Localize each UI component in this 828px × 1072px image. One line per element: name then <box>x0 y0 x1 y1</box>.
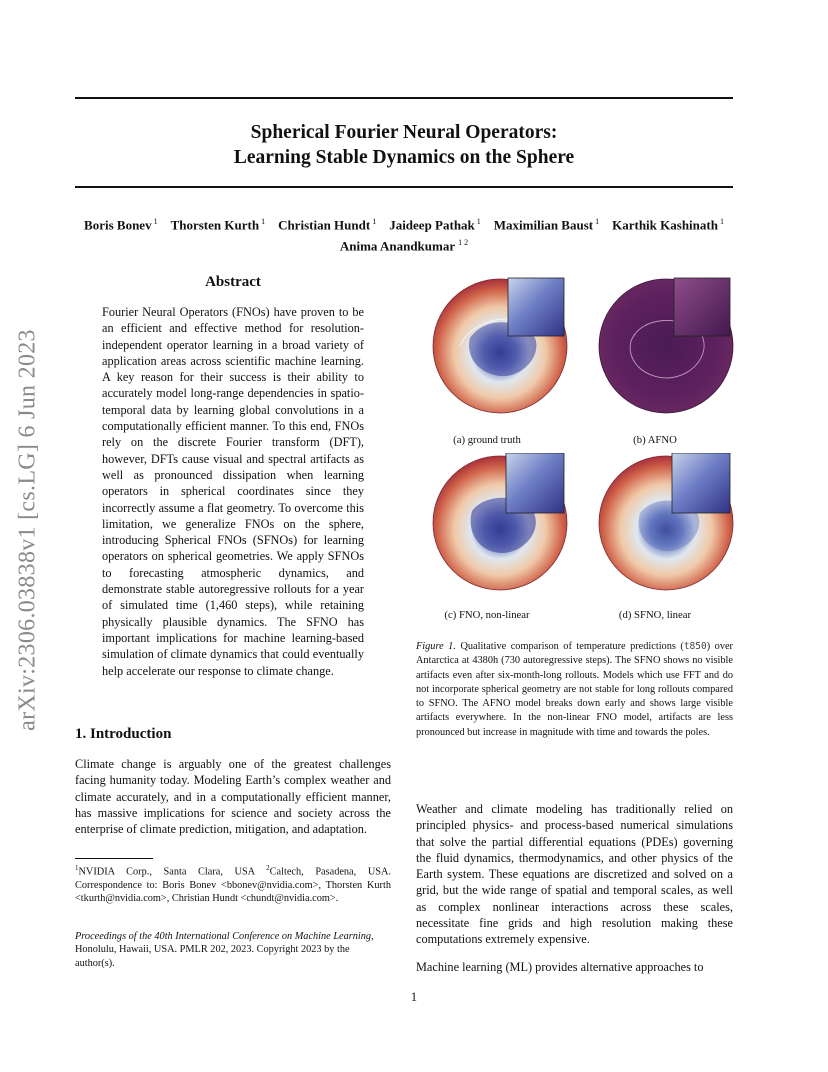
figure-panel-d <box>596 453 736 593</box>
author-name: Maximilian Baust <box>493 217 594 233</box>
figure-label: Figure 1. <box>416 641 456 652</box>
author-line-2 <box>75 234 733 255</box>
subcaption-a: (a) ground truth <box>453 434 521 446</box>
figure-panel-c <box>430 453 570 593</box>
antarctica-map-afno <box>596 276 736 416</box>
author-affiliation: 1 <box>717 217 724 226</box>
subcaption-b: (b) AFNO <box>633 434 677 446</box>
author-affiliation: 1 <box>593 217 600 226</box>
variable-code: t850 <box>683 641 707 652</box>
author-affiliation: 1 <box>259 217 266 226</box>
author-name: Christian Hundt <box>278 217 371 233</box>
affiliation-footnote <box>75 862 391 905</box>
author-line-1 <box>75 213 733 234</box>
author-name: Jaideep Pathak <box>389 217 475 233</box>
paper-title <box>75 120 733 170</box>
author-name: Anima Anandkumar <box>339 238 455 254</box>
arxiv-stamp <box>8 300 48 760</box>
title-bottom-rule <box>75 186 733 188</box>
section-heading-introduction: 1. Introduction <box>75 726 172 742</box>
proceedings-details: , Honolulu, Hawaii, USA. PMLR 202, 2023. Copyright 2023 by the author(s). <box>75 931 374 969</box>
author-affiliation: 1 2 <box>458 238 469 248</box>
top-rule <box>75 97 733 99</box>
introduction-paragraph: Climate change is arguably one of the greatest challenges facing humanity today. Modeling Earth’s complex weather and climate accurately, and in a computationally efficient manner, has massive implications for science and society across the enterprise of climate prediction, mitigation, and adaptation. <box>75 757 391 837</box>
figure-panel-a <box>430 276 570 416</box>
author-name: Thorsten Kurth <box>170 217 260 233</box>
figure-caption-text: Qualitative comparison of temperature predictions ( <box>455 641 684 652</box>
figure-caption-text: ) over Antarctica at 4380h (730 autoregressive steps). The SFNO shows no visible artifacts even after six-month-long rollouts. Models which use FFT and do not incorporate spherical geometry are not stable for long rollouts compared to SFNO. The AFNO model breaks down early and shows large visible artifacts everywhere. In the non-linear FNO model, artifacts are less pronounced but increase in magnitude with time and towards the poles. <box>416 641 733 738</box>
antarctica-map-ground-truth <box>430 276 570 416</box>
page-number: 1 <box>410 990 418 1004</box>
proceedings-note <box>75 930 391 970</box>
author-name: Karthik Kashinath <box>612 217 718 233</box>
footnote-text: Caltech, Pasadena, USA. Correspondence to: Boris Bonev <bbonev@nvidia.com>, Thorsten Kurth <tkurth@nvidia.com>, Christian Hundt <chundt@nvidia.com>. <box>75 866 391 905</box>
figure-caption <box>416 640 733 740</box>
proceedings-venue: Proceedings of the 40th International Conference on Machine Learning <box>75 931 372 942</box>
author-list <box>75 213 733 256</box>
footnote-rule <box>75 858 153 859</box>
title-line-2: Learning Stable Dynamics on the Sphere <box>233 147 575 168</box>
author-affiliation: 1 <box>474 217 481 226</box>
arxiv-stamp-text: arXiv:2306.03838v1 [cs.LG] 6 Jun 2023 <box>14 329 41 731</box>
antarctica-map-fno <box>430 453 570 593</box>
abstract-text: Fourier Neural Operators (FNOs) have proven to be an efficient and effective method for resolution-independent operator learning in a broad variety of application areas across scientific machine learning. A key reason for their success is their ability to accurately model long-range dependencies in spatio-temporal data by learning global convolutions in a computationally efficient manner. To this end, FNOs rely on the discrete Fourier transform (DFT), however, DFTs cause visual and spectral artifacts as well as pronounced dissipation when learning operators in spherical coordinates since they incorrectly assume a flat geometry. To overcome this limitation, we generalize FNOs on the sphere, introducing Spherical FNOs (SFNOs) for learning operators on spherical geometries. We apply SFNOs to forecasting atmospheric dynamics, and demonstrate stable autoregressive rollouts for a year of simulated time (1,460 steps), while retaining physically plausible dynamics. The SFNO has important implications for machine learning-based simulation of climate dynamics that could eventually help accelerate our response to climate change. <box>102 305 364 678</box>
subcaption-c: (c) FNO, non-linear <box>444 609 530 621</box>
right-paragraph-2: Machine learning (ML) provides alternative approaches to <box>416 960 704 974</box>
author-affiliation: 1 <box>370 217 377 226</box>
figure-panel-b <box>596 276 736 416</box>
footnote-marker: 2 <box>266 864 270 872</box>
right-paragraph-1: Weather and climate modeling has traditionally relied on principled physics- and process-based numerical simulations that solve the partial differential equations (PDEs) governing the fluid dynamics, thermodynamics, and other physics of the Earth system. These equations are discretized and solved on a grid, but the wide range of spatial and temporal scales, as well as complex nonlinear interactions across these scales, necessitate fine grids and high resolution making these computations extremely expensive. <box>416 802 733 947</box>
author-affiliation: 1 <box>151 217 158 226</box>
footnote-marker: 1 <box>75 864 79 872</box>
footnote-text: NVIDIA Corp., Santa Clara, USA <box>78 866 267 878</box>
author-name: Boris Bonev <box>84 217 152 233</box>
subcaption-d: (d) SFNO, linear <box>618 609 692 621</box>
title-line-1: Spherical Fourier Neural Operators: <box>250 122 558 143</box>
abstract-heading: Abstract <box>205 274 261 290</box>
antarctica-map-sfno <box>596 453 736 593</box>
